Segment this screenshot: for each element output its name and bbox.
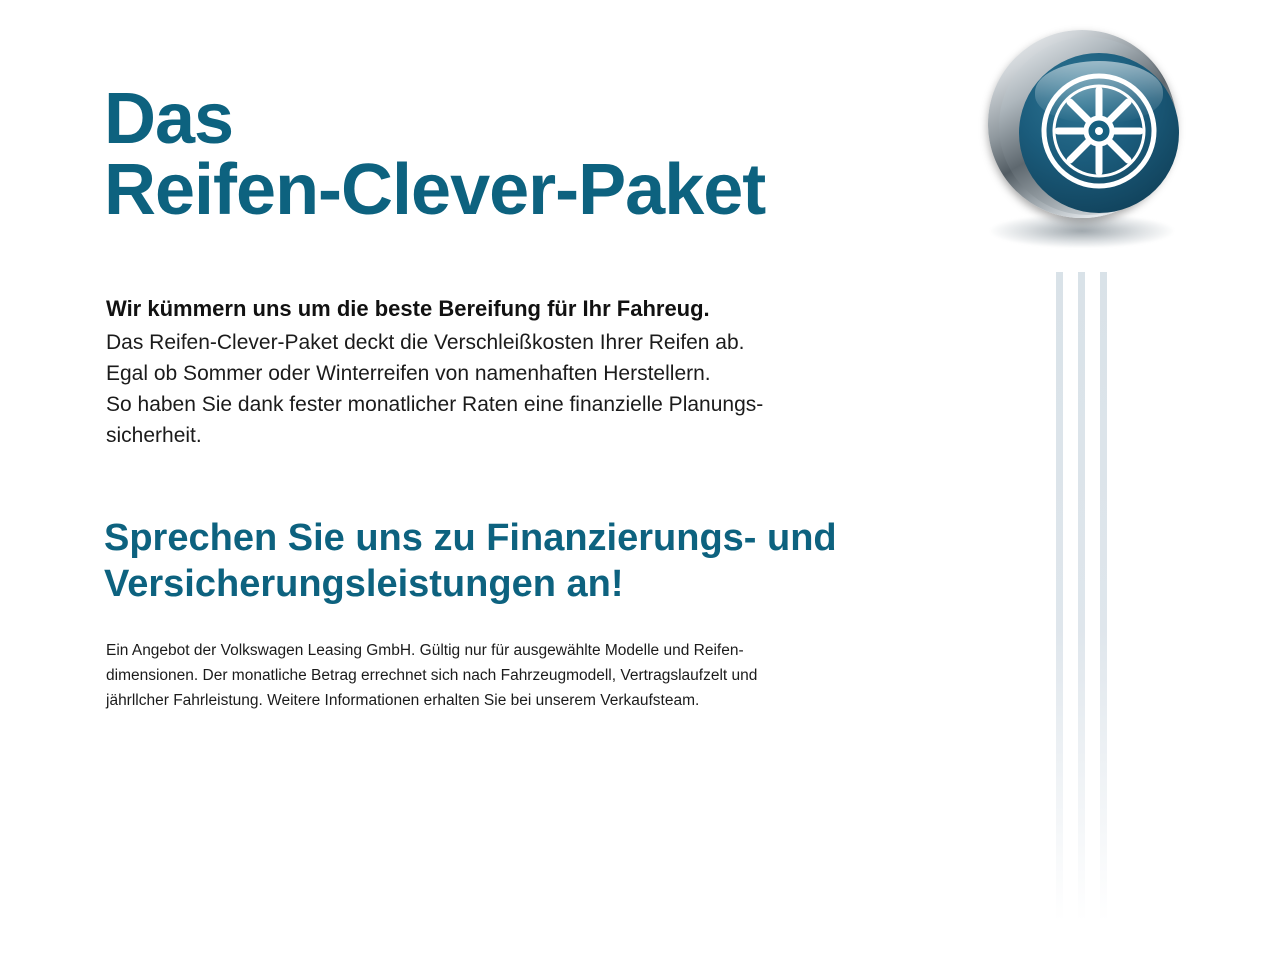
wheel-badge xyxy=(982,28,1182,258)
legal-line-1: Ein Angebot der Volkswagen Leasing GmbH. Gültig nur für ausgewählte Modelle und Reifen- xyxy=(106,642,744,659)
page-title-line-2: Reifen-Clever-Paket xyxy=(104,149,766,230)
badge-outer-ring xyxy=(988,30,1176,218)
cta-line-1: Sprechen Sie uns zu Finanzierungs- und xyxy=(104,517,837,559)
stripe-1 xyxy=(1056,272,1063,922)
decorative-stripes xyxy=(1052,272,1124,922)
stripe-2 xyxy=(1078,272,1085,922)
page-title xyxy=(104,79,924,230)
body-line-3: So haben Sie dank fester monatlicher Raten eine finanzielle Planungs- xyxy=(106,392,764,416)
body-copy xyxy=(106,328,936,451)
body-line-2: Egal ob Sommer oder Winterreifen von namenhaften Herstellern. xyxy=(106,361,711,385)
page-title-line-1: Das xyxy=(104,79,234,160)
body-line-4: sicherheit. xyxy=(106,423,202,447)
badge-inner-ring xyxy=(999,37,1177,215)
badge-gloss xyxy=(1035,61,1163,123)
body-line-1: Das Reifen-Clever-Paket deckt die Verschleißkosten Ihrer Reifen ab. xyxy=(106,331,745,354)
legal-line-3: jährllcher Fahrleistung. Weitere Informationen erhalten Sie bei unserem Verkaufsteam. xyxy=(106,692,700,710)
badge-shadow xyxy=(990,214,1174,248)
subheadline: Wir kümmern uns um die beste Bereifung für Ihr Fahreug. xyxy=(106,296,710,321)
legal-line-2: dimensionen. Der monatliche Betrag errechnet sich nach Fahrzeugmodell, Vertragslaufzelt und xyxy=(106,667,758,685)
call-to-action xyxy=(104,516,934,607)
badge-face xyxy=(1019,53,1179,213)
cta-line-2: Versicherungsleistungen an! xyxy=(104,562,624,605)
stripe-3 xyxy=(1100,272,1107,922)
legal-disclaimer xyxy=(106,638,896,713)
